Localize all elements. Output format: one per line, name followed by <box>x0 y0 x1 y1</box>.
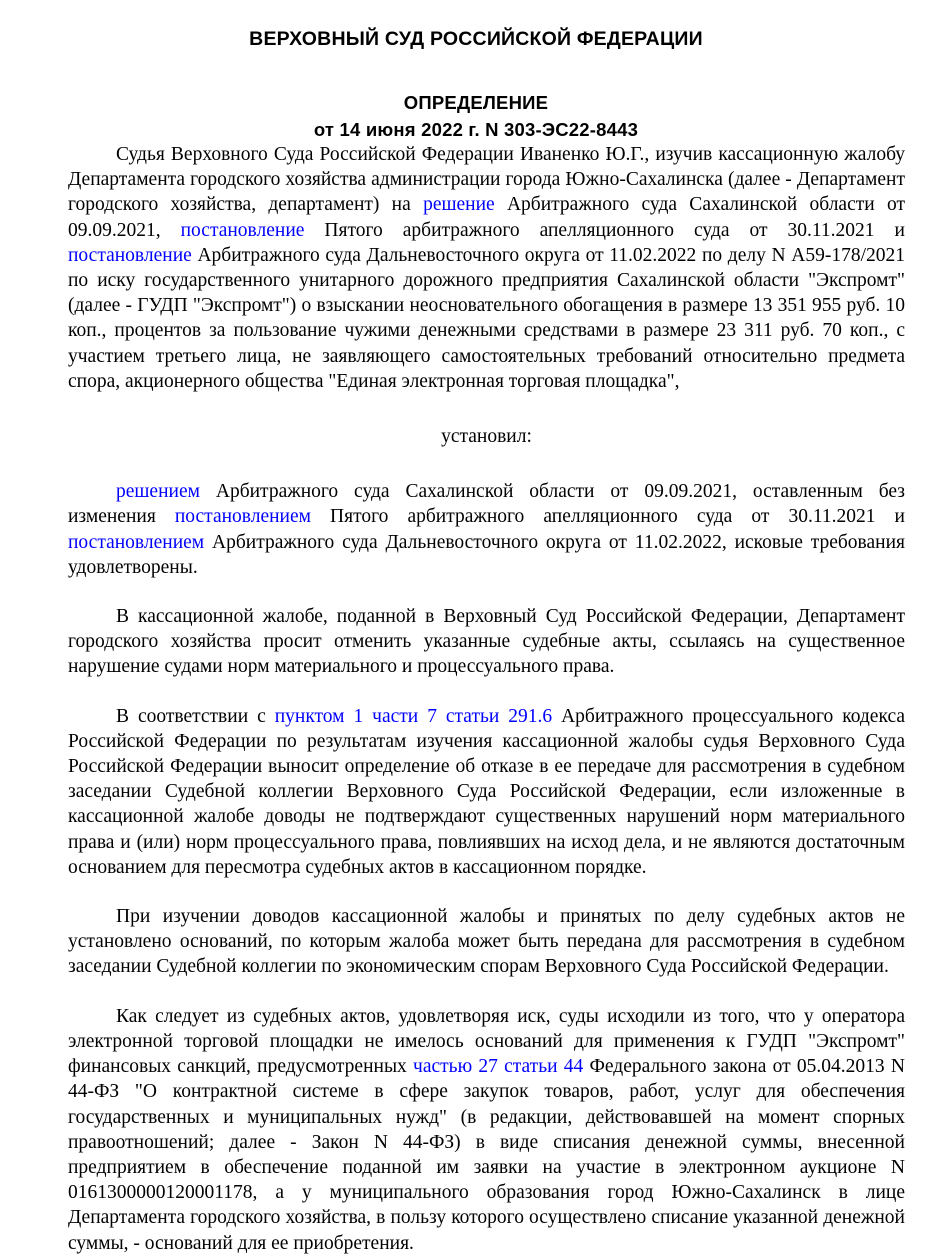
link-postanovlenie-dvo[interactable]: постановление <box>68 244 192 266</box>
link-postanovleniem-5aas[interactable]: постановлением <box>174 506 311 528</box>
court-title: ВЕРХОВНЫЙ СУД РОССИЙСКОЙ ФЕДЕРАЦИИ <box>249 28 703 50</box>
intro-text-4: Арбитражного суда Дальневосточного округа от 11.02.2022 по делу N А59-178/2021 по иску государственного унитарного дорожного предприятия Сахалинской области "Экспромт" (далее - ГУДП "Экспромт") о взыскании неосновательного обогащения в размере 13 351 955 руб. 10 коп., процентов за пользование чужими денежными средствами в размере 23 311 руб. 70 коп., с участием третьего лица, не заявляющего самостоятельных требований относительно предмета спора, акционерного общества "Единая электронная торговая площадка", <box>68 244 905 392</box>
findings-text-1: Как следует из судебных актов, удовлетворяя иск, суды исходили из того, что у оператора электронной торговой площадки не имелось оснований для применения к ГУДП "Экспромт" финансовых санкций, предусмотренных <box>68 1005 905 1078</box>
link-chast-27-statya-44[interactable]: частью 27 статьи 44 <box>413 1056 584 1078</box>
paragraph-intro <box>68 142 905 394</box>
intro-text-1: Судья Верховного Суда Российской Федерации Иваненко Ю.Г., изучив кассационную жалобу Департамента городского хозяйства администрации города Южно-Сахалинска (далее - Департамент городского хозяйства, департамент) на <box>68 144 905 216</box>
intro-text-3: Пятого арбитражного апелляционного суда от 30.11.2021 и <box>304 219 905 241</box>
operative-word-ustanovil: установил: <box>441 426 532 448</box>
act-reference-heading: от 14 июня 2022 г. N 303-ЭС22-8443 <box>313 119 639 140</box>
link-resheniem-sakhalin[interactable]: решением <box>116 481 200 503</box>
link-punkt-1-chast-7-statya-291-6[interactable]: пунктом 1 части 7 статьи 291.6 <box>274 705 553 727</box>
act-kind-heading: ОПРЕДЕЛЕНИЕ <box>403 92 549 113</box>
paragraph-apk-norm <box>68 704 905 880</box>
intro-text-2: Арбитражного суда Сахалинской области от 09.09.2021, <box>68 194 905 241</box>
link-postanovleniem-dvo[interactable]: постановлением <box>68 531 205 553</box>
document-body <box>68 142 905 1256</box>
paragraph-judicial-acts <box>68 479 905 580</box>
acts-text-1: Арбитражного суда Сахалинской области от 09.09.2021, оставленным без изменения <box>68 481 905 528</box>
acts-text-3: Арбитражного суда Дальневосточного округа от 11.02.2022, исковые требования удовлетворены. <box>68 531 905 578</box>
document-header <box>0 0 952 142</box>
link-reshenie-sakhalin[interactable]: решение <box>423 194 495 216</box>
paragraph-cassation-complaint <box>68 604 905 680</box>
review-text-1: При изучении доводов кассационной жалобы и принятых по делу судебных актов не установлено оснований, по которым жалоба может быть передана для рассмотрения в судебном заседании Судебной коллегии по экономическим спорам Верховного Суда Российской Федерации. <box>68 906 905 978</box>
acts-text-2: Пятого арбитражного апелляционного суда от 30.11.2021 и <box>311 506 905 528</box>
findings-text-2: Федерального закона от 05.04.2013 N 44-ФЗ "О контрактной системе в сфере закупок товаров, работ, услуг для обеспечения государственных и муниципальных нужд" (в редакции, действовавшей на момент спорных правоотношений; далее - Закон N 44-ФЗ) в виде списания денежной суммы, внесенной предприятием в обеспечение поданной им заявки на участие в электронном аукционе N 0161300000120001178, а у муниципального образования город Южно-Сахалинск в лице Департамента городского хозяйства, в пользу которого осуществлено списание указанной денежной суммы, - оснований для ее приобретения. <box>68 1056 905 1254</box>
paragraph-court-findings <box>68 1004 905 1256</box>
apk-text-1: В соответствии с <box>116 705 275 727</box>
apk-text-2: Арбитражного процессуального кодекса Российской Федерации по результатам изучения кассационной жалобы судья Верховного Суда Российской Федерации выносит определение об отказе в ее передаче для рассмотрения в судебном заседании Судебной коллегии Верховного Суда Российской Федерации, если изложенные в кассационной жалобе доводы не подтверждают существенных нарушений норм материального права и (или) норм процессуального права, повлиявших на исход дела, и не являются достаточным основанием для пересмотра судебных актов в кассационном порядке. <box>68 705 906 878</box>
paragraph-review-conclusion <box>68 904 905 980</box>
complaint-text-1: В кассационной жалобе, поданной в Верховный Суд Российской Федерации, Департамент городского хозяйства просит отменить указанные судебные акты, ссылаясь на существенное нарушение судами норм материального и процессуального права. <box>68 606 905 678</box>
link-postanovlenie-5aas[interactable]: постановление <box>180 219 305 241</box>
